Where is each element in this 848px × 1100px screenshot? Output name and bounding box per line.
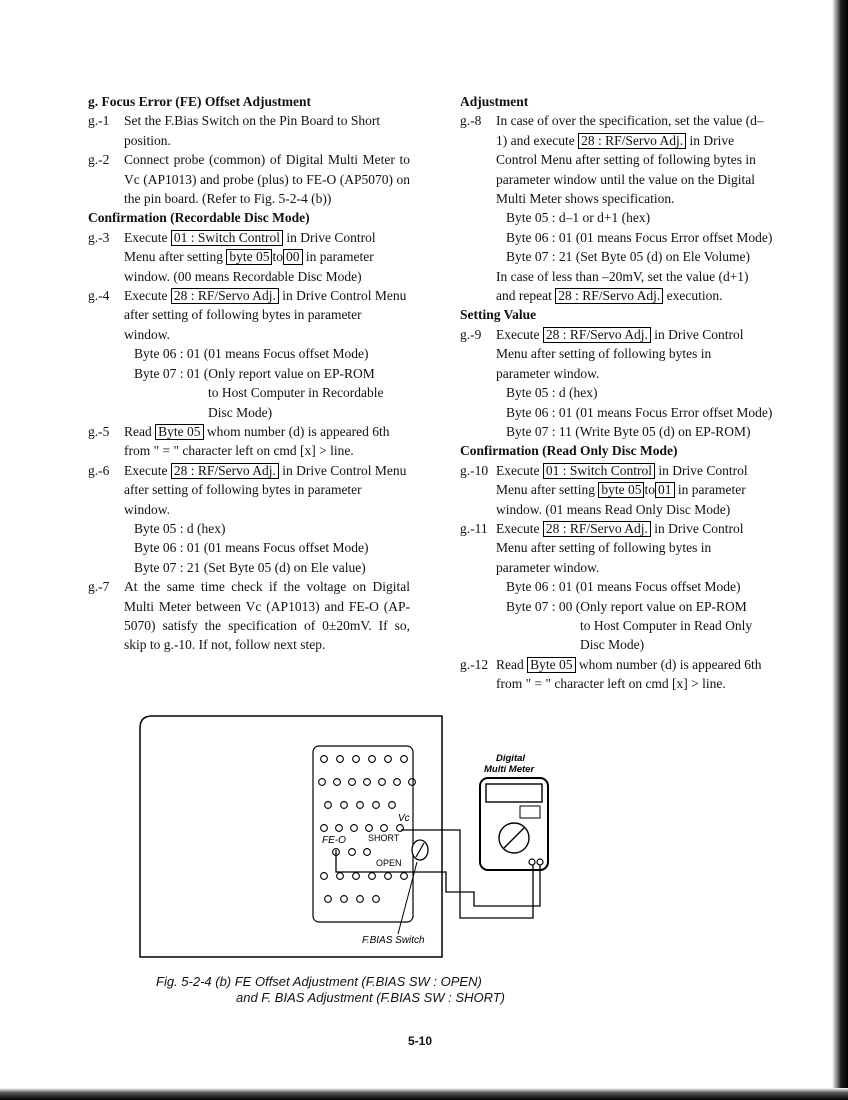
param-line: to Host Computer in Recordable — [208, 385, 384, 401]
step-text — [124, 461, 410, 519]
setting-value-heading: Setting Value — [460, 307, 537, 323]
pin — [321, 825, 328, 832]
vc-label: Vc — [398, 813, 410, 824]
step-text — [124, 422, 410, 461]
pin — [409, 779, 416, 786]
pin — [357, 896, 364, 903]
scan-edge-bottom — [0, 1088, 848, 1100]
param-box: Byte 05 — [155, 424, 203, 440]
step-g11 — [460, 519, 765, 577]
step-g10 — [460, 461, 765, 519]
multimeter-buttons — [520, 806, 540, 818]
step-text: Set the F.Bias Switch on the Pin Board to Short position. — [124, 113, 381, 148]
param-line: Byte 05 : d (hex) — [506, 385, 598, 401]
param-list — [460, 383, 773, 441]
pin — [351, 825, 358, 832]
text: in Drive Control Menu after setting — [124, 229, 376, 265]
command-box: 28 : RF/Servo Adj. — [171, 288, 279, 304]
param-line: Byte 07 : 21 (Set Byte 05 (d) on Ele Volume) — [506, 249, 750, 265]
text: whom number (d) is appeared 6th from " = " character left on cmd [x] > line. — [496, 656, 762, 692]
text: to — [644, 482, 655, 498]
pin — [325, 896, 332, 903]
step-number: g.-11 — [460, 520, 488, 536]
pin — [334, 779, 341, 786]
param-line: Byte 05 : d–1 or d+1 (hex) — [506, 210, 651, 226]
pin — [357, 802, 364, 809]
step-number: g.-6 — [88, 462, 110, 478]
step-number: g.-9 — [460, 326, 482, 342]
pin — [349, 849, 356, 856]
param-line: to Host Computer in Read Only — [580, 617, 753, 633]
text: whom number (d) is appeared 6th from " = " character left on cmd [x] > line. — [124, 423, 390, 459]
param-line: Disc Mode) — [580, 637, 645, 653]
text: in Drive Control Menu after setting of following bytes in parameter window. — [124, 288, 407, 342]
param-line: Byte 06 : 01 (01 means Focus offset Mode) — [506, 579, 741, 595]
param-list — [460, 577, 765, 655]
step-number: g.-1 — [88, 113, 110, 129]
step-number: g.-4 — [88, 288, 110, 304]
step-text — [124, 286, 410, 344]
scan-edge-right — [832, 0, 848, 1100]
step-g7 — [88, 577, 410, 655]
meter-label-line2: Multi Meter — [484, 764, 535, 775]
feo-label: FE-O — [322, 835, 346, 846]
section-title: g. Focus Error (FE) Offset Adjustment — [88, 94, 311, 109]
pin — [366, 825, 373, 832]
pin — [321, 756, 328, 763]
text: Execute — [496, 326, 540, 342]
step-g9 — [460, 325, 765, 383]
param-box: Byte 05 — [527, 657, 575, 673]
param-line: Byte 07 : 01 (Only report value on EP-ROM — [134, 365, 375, 381]
pin — [325, 802, 332, 809]
page-number: 5-10 — [408, 1034, 433, 1048]
pin — [337, 756, 344, 763]
value-box: 01 — [655, 482, 675, 498]
text: in Drive Control Menu after setting of following bytes in parameter window until the value on the Digital Multi Meter shows specification. — [496, 132, 756, 207]
step-text — [496, 267, 765, 306]
text: Execute — [496, 520, 540, 536]
text: Execute — [124, 288, 168, 304]
command-box: 28 : RF/Servo Adj. — [543, 521, 651, 537]
open-label: OPEN — [376, 858, 402, 868]
text: in Drive Control Menu after setting — [496, 462, 748, 498]
command-box: 28 : RF/Servo Adj. — [578, 133, 686, 149]
step-number: g.-10 — [460, 462, 489, 478]
command-box: 28 : RF/Servo Adj. — [171, 463, 279, 479]
pin — [385, 756, 392, 763]
right-column — [460, 92, 773, 694]
param-line: Byte 06 : 01 (01 means Focus offset Mode) — [134, 540, 369, 556]
param-list — [88, 344, 410, 422]
pin-board-diagram — [130, 712, 560, 962]
param-line: Byte 07 : 11 (Write Byte 05 (d) on EP-ROM) — [506, 423, 751, 439]
step-text — [496, 655, 765, 694]
step-g12 — [460, 655, 765, 694]
step-g3 — [88, 228, 410, 286]
value-box: 00 — [283, 249, 303, 265]
figure-caption — [156, 974, 586, 1006]
step-number: g.-12 — [460, 656, 489, 672]
pin — [364, 849, 371, 856]
step-number: g.-5 — [88, 423, 110, 439]
step-text — [496, 325, 765, 383]
confirmation-heading: Confirmation (Recordable Disc Mode) — [88, 210, 310, 226]
text: In case of less than –20mV, set the value (d+1) and repeat — [496, 268, 749, 304]
command-box: 28 : RF/Servo Adj. — [555, 288, 663, 304]
switch-leader-line — [398, 862, 417, 934]
pin-grid — [319, 756, 416, 903]
step-g8 — [460, 111, 765, 208]
text: in parameter window. (00 means Recordable Disc Mode) — [124, 249, 374, 284]
param-line: Byte 06 : 01 (01 means Focus Error offset Mode) — [506, 404, 773, 420]
step-g1 — [88, 111, 410, 150]
pin — [385, 873, 392, 880]
pin — [373, 896, 380, 903]
pin — [353, 873, 360, 880]
step-text — [124, 228, 410, 286]
pin — [369, 873, 376, 880]
pin — [369, 756, 376, 763]
pin — [373, 802, 380, 809]
step-g4 — [88, 286, 410, 344]
text: Read — [124, 423, 152, 439]
caption-line: and F. BIAS Adjustment (F.BIAS SW : SHORT) — [236, 990, 506, 1005]
pin — [401, 873, 408, 880]
param-list — [88, 519, 410, 577]
pin — [381, 825, 388, 832]
text: in parameter window. (01 means Read Only Disc Mode) — [496, 482, 746, 517]
text: Read — [496, 656, 524, 672]
pin — [379, 779, 386, 786]
step-number: g.-2 — [88, 152, 110, 168]
param-box: byte 05 — [598, 482, 644, 498]
text: Execute — [124, 229, 168, 245]
left-column — [88, 92, 410, 655]
param-line: Disc Mode) — [208, 404, 273, 420]
pin — [321, 873, 328, 880]
text: in Drive Control Menu after setting of following bytes in parameter window. — [496, 520, 744, 575]
step-number: g.-3 — [88, 229, 110, 245]
command-box: 01 : Switch Control — [543, 463, 655, 479]
step-text — [496, 111, 765, 208]
step-text — [496, 461, 765, 519]
step-g6 — [88, 461, 410, 519]
step-number: g.-8 — [460, 113, 482, 129]
pin — [341, 896, 348, 903]
step-text: Connect probe (common) of Digital Multi Meter to Vc (AP1013) and probe (plus) to FE-O (AP5070) on the pin board. (Refer to Fig. 5-2-4 (b)) — [124, 152, 410, 207]
pin — [401, 756, 408, 763]
pin — [389, 802, 396, 809]
step-g2 — [88, 150, 410, 208]
step-g5 — [88, 422, 410, 461]
param-line: Byte 07 : 00 (Only report value on EP-ROM — [506, 598, 747, 614]
pin — [364, 779, 371, 786]
text: In case of over the specification, set the value (d–1) and execute — [496, 113, 764, 148]
fbias-switch-label: F.BIAS Switch — [362, 935, 425, 946]
param-line: Byte 06 : 01 (01 means Focus Error offset Mode) — [506, 229, 773, 245]
short-label: SHORT — [368, 833, 400, 843]
command-box: 28 : RF/Servo Adj. — [543, 327, 651, 343]
text: execution. — [666, 288, 723, 304]
text: Execute — [124, 462, 168, 478]
text: Execute — [496, 462, 540, 478]
confirmation-heading: Confirmation (Read Only Disc Mode) — [460, 443, 678, 459]
pin — [353, 756, 360, 763]
param-line: Byte 05 : d (hex) — [134, 520, 226, 536]
command-box: 01 : Switch Control — [171, 230, 283, 246]
step-text — [496, 519, 765, 577]
pin — [341, 802, 348, 809]
pin — [349, 779, 356, 786]
pin — [337, 873, 344, 880]
adjustment-heading: Adjustment — [460, 94, 529, 109]
text: in Drive Control Menu after setting of following bytes in parameter window. — [496, 326, 744, 381]
text: in Drive Control Menu after setting of following bytes in parameter window. — [124, 462, 407, 517]
param-line: Byte 06 : 01 (01 means Focus offset Mode) — [134, 346, 369, 362]
multimeter-display — [486, 784, 542, 802]
caption-line: Fig. 5-2-4 (b) FE Offset Adjustment (F.BIAS SW : OPEN) — [156, 974, 482, 989]
param-box: byte 05 — [226, 249, 272, 265]
param-list — [460, 208, 773, 305]
pin — [394, 779, 401, 786]
text: to — [272, 249, 283, 265]
step-text: At the same time check if the voltage on Digital Multi Meter between Vc (AP1013) and FE-O (AP-5070) satisfy the specification of 0±20mV. If so, skip to g.-10. If not, follow next step. — [124, 579, 410, 653]
pin — [336, 825, 343, 832]
step-number: g.-7 — [88, 579, 110, 595]
pin — [319, 779, 326, 786]
meter-label-line1: Digital — [496, 753, 526, 764]
param-line: Byte 07 : 21 (Set Byte 05 (d) on Ele value) — [134, 559, 366, 575]
